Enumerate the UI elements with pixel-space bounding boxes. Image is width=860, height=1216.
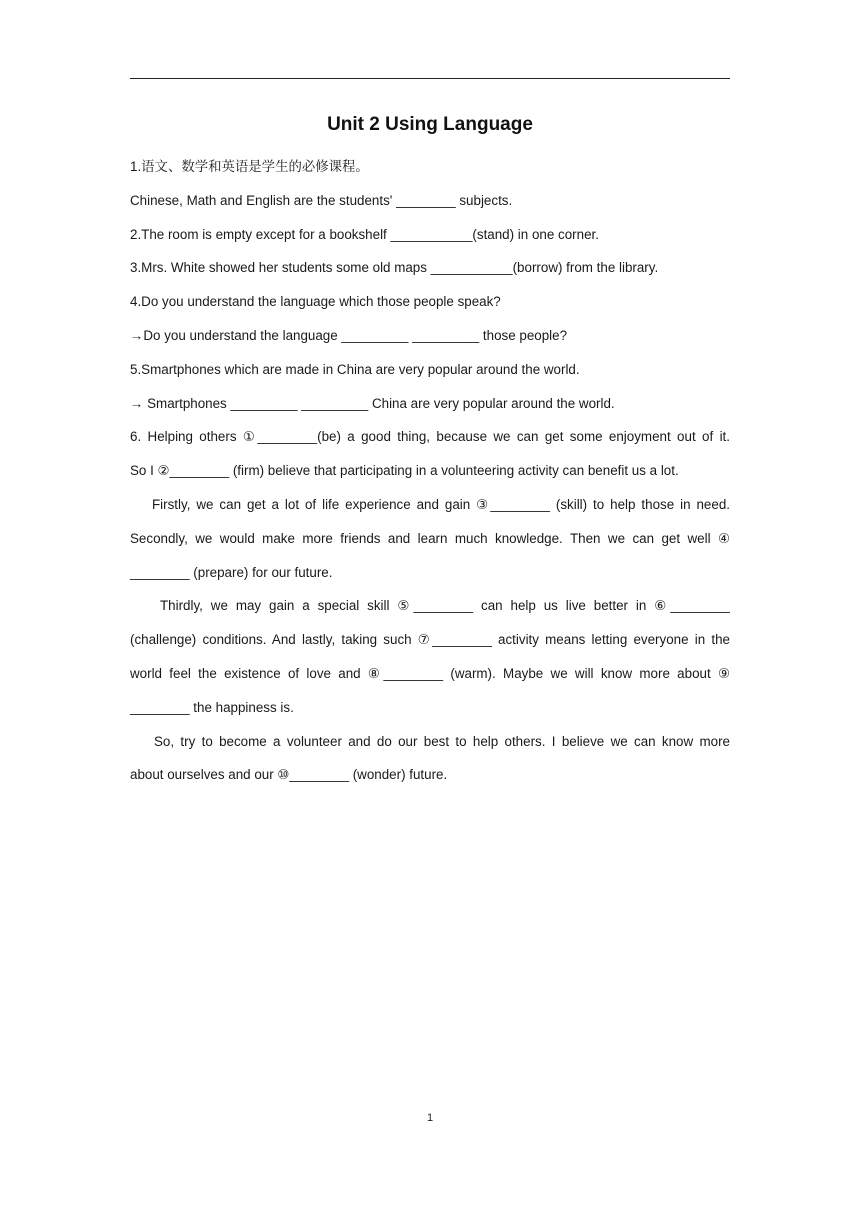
exercise-body [130,150,730,792]
passage-line: Thirdly, we may gain a special skill ⑤________ can help us live better in ⑥________ [160,598,730,614]
passage-line: Secondly, we would make more friends and learn much knowledge. Then we can get well ④ [130,530,730,546]
passage-line: (challenge) conditions. And lastly, taking such ⑦________ activity means letting everyone in the [130,632,730,648]
q4-sentence: 4.Do you understand the language which those people speak? [130,294,501,310]
header-rule [130,78,730,79]
passage-line: about ourselves and our ⑩________ (wonder) future. [130,767,448,783]
page-title: Unit 2 Using Language [327,114,533,135]
passage-line: world feel the existence of love and ⑧________ (warm). Maybe we will know more about ⑨ [130,665,730,681]
q1-chinese: 1.语文、数学和英语是学生的必修课程。 [130,159,369,174]
page-number: 1 [426,1112,434,1124]
q5-sentence: 5.Smartphones which are made in China are very popular around the world. [130,361,580,377]
passage-line: Firstly, we can get a lot of life experience and gain ③________ (skill) to help those in need. [152,496,730,512]
passage-line: So, try to become a volunteer and do our best to help others. I believe we can know more [154,733,730,749]
passage-line: 6. Helping others ①________(be) a good thing, because we can get some enjoyment out of it. [130,429,730,445]
q4-rewrite: →Do you understand the language _________ _________ those people? [130,327,568,343]
passage-line: So I ②________ (firm) believe that participating in a volunteering activity can benefit us a lot. [130,463,679,479]
passage-line: ________ (prepare) for our future. [130,564,333,580]
passage-line: ________ the happiness is. [130,699,294,715]
q5-rewrite: → Smartphones _________ _________ China are very popular around the world. [130,395,615,411]
q2-sentence: 2.The room is empty except for a bookshelf ___________(stand) in one corner. [130,226,599,242]
q3-sentence: 3.Mrs. White showed her students some old maps ___________(borrow) from the library. [130,260,659,276]
q1-sentence: Chinese, Math and English are the students' ________ subjects. [130,192,513,208]
